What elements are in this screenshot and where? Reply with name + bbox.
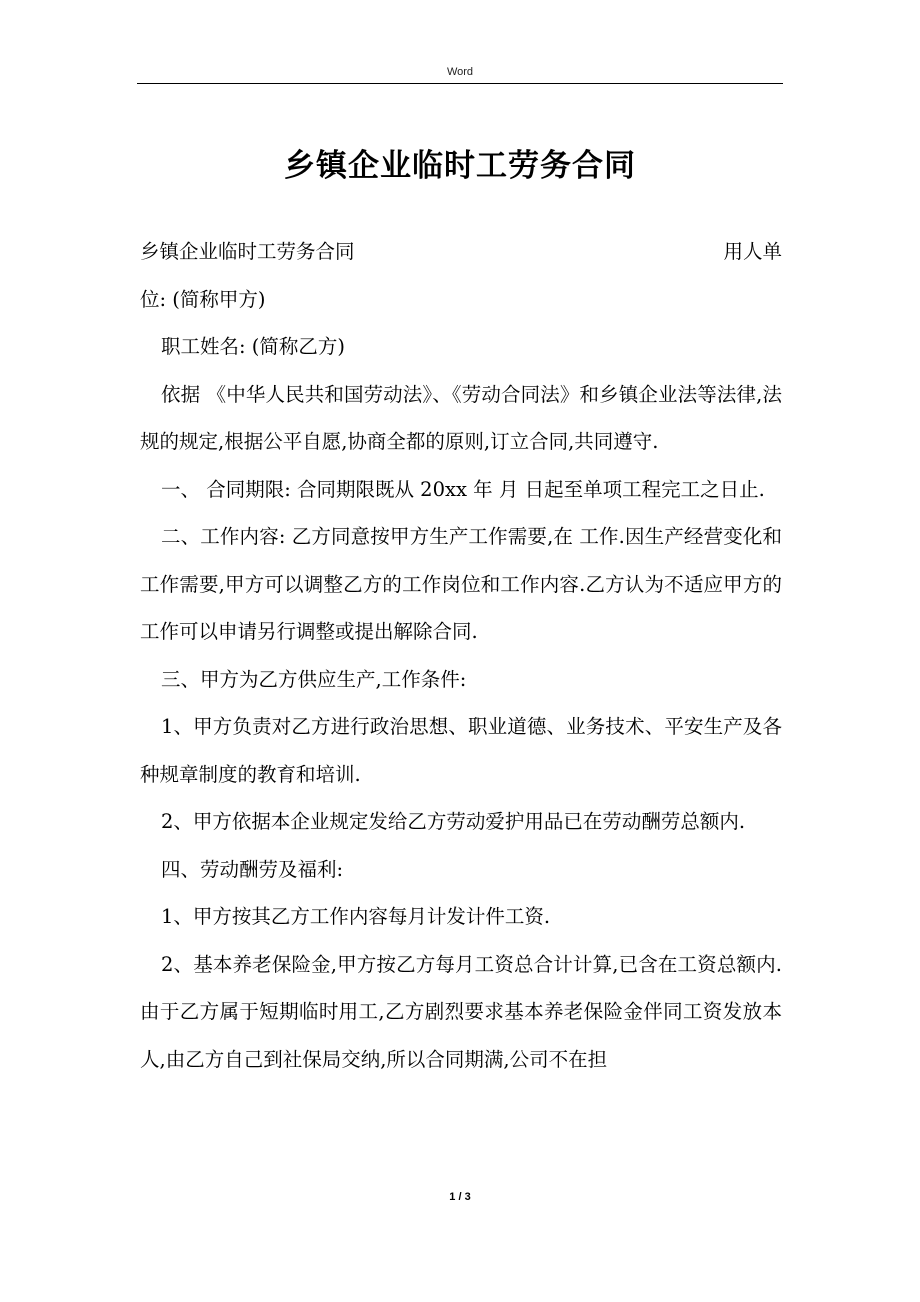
page-number: 1 / 3 (449, 1191, 471, 1203)
employer-label-start: 用人单 (723, 240, 782, 263)
header-divider (137, 83, 783, 84)
paragraph-employer: 位: (简称甲方) (140, 287, 266, 311)
opening-line (140, 228, 782, 276)
paragraph-employee-name: 职工姓名: (简称乙方) (161, 335, 345, 358)
paragraph-work-content: 二、工作内容: 乙方同意按甲方生产工作需要,在 工作.因生产经营变化和工作需要,甲方可以调整乙方的工作岗位和工作内容.乙方认为不适应甲方的工作可以申请另行调整或提出解除合同. (140, 525, 782, 643)
subtitle-text: 乡镇企业临时工劳务合同 (140, 240, 355, 263)
document-body (140, 228, 782, 1083)
paragraph-piece-wage: 1、甲方按其乙方工作内容每月计发计件工资. (161, 905, 551, 928)
paragraph-protective-equipment: 2、甲方依据本企业规定发给乙方劳动爱护用品已在劳动酬劳总额内. (161, 810, 746, 833)
paragraph-contract-term: 一、 合同期限: 合同期限既从 20xx 年 月 日起至单项工程完工之日止. (161, 477, 765, 501)
paragraph-compensation-heading: 四、劳动酬劳及福利: (161, 857, 344, 881)
page-header-label: Word (446, 66, 474, 78)
paragraph-legal-basis: 依据 《中华人民共和国劳动法》、《劳动合同法》和乡镇企业法等法律,法规的规定,根据公平自愿,协商全都的原则,订立合同,共同遵守. (140, 382, 782, 453)
paragraph-work-conditions: 三、甲方为乙方供应生产,工作条件: (161, 667, 467, 691)
document-title: 乡镇企业临时工劳务合同 (284, 148, 636, 184)
paragraph-training: 1、甲方负责对乙方进行政治思想、职业道德、业务技术、平安生产及各种规章制度的教育和培训. (140, 715, 782, 786)
paragraph-pension: 2、基本养老保险金,甲方按乙方每月工资总合计计算,已含在工资总额内.由于乙方属于短期临时用工,乙方剧烈要求基本养老保险金伴同工资发放本人,由乙方自己到社保局交纳,所以合同期满,公司不在担 (140, 952, 782, 1071)
